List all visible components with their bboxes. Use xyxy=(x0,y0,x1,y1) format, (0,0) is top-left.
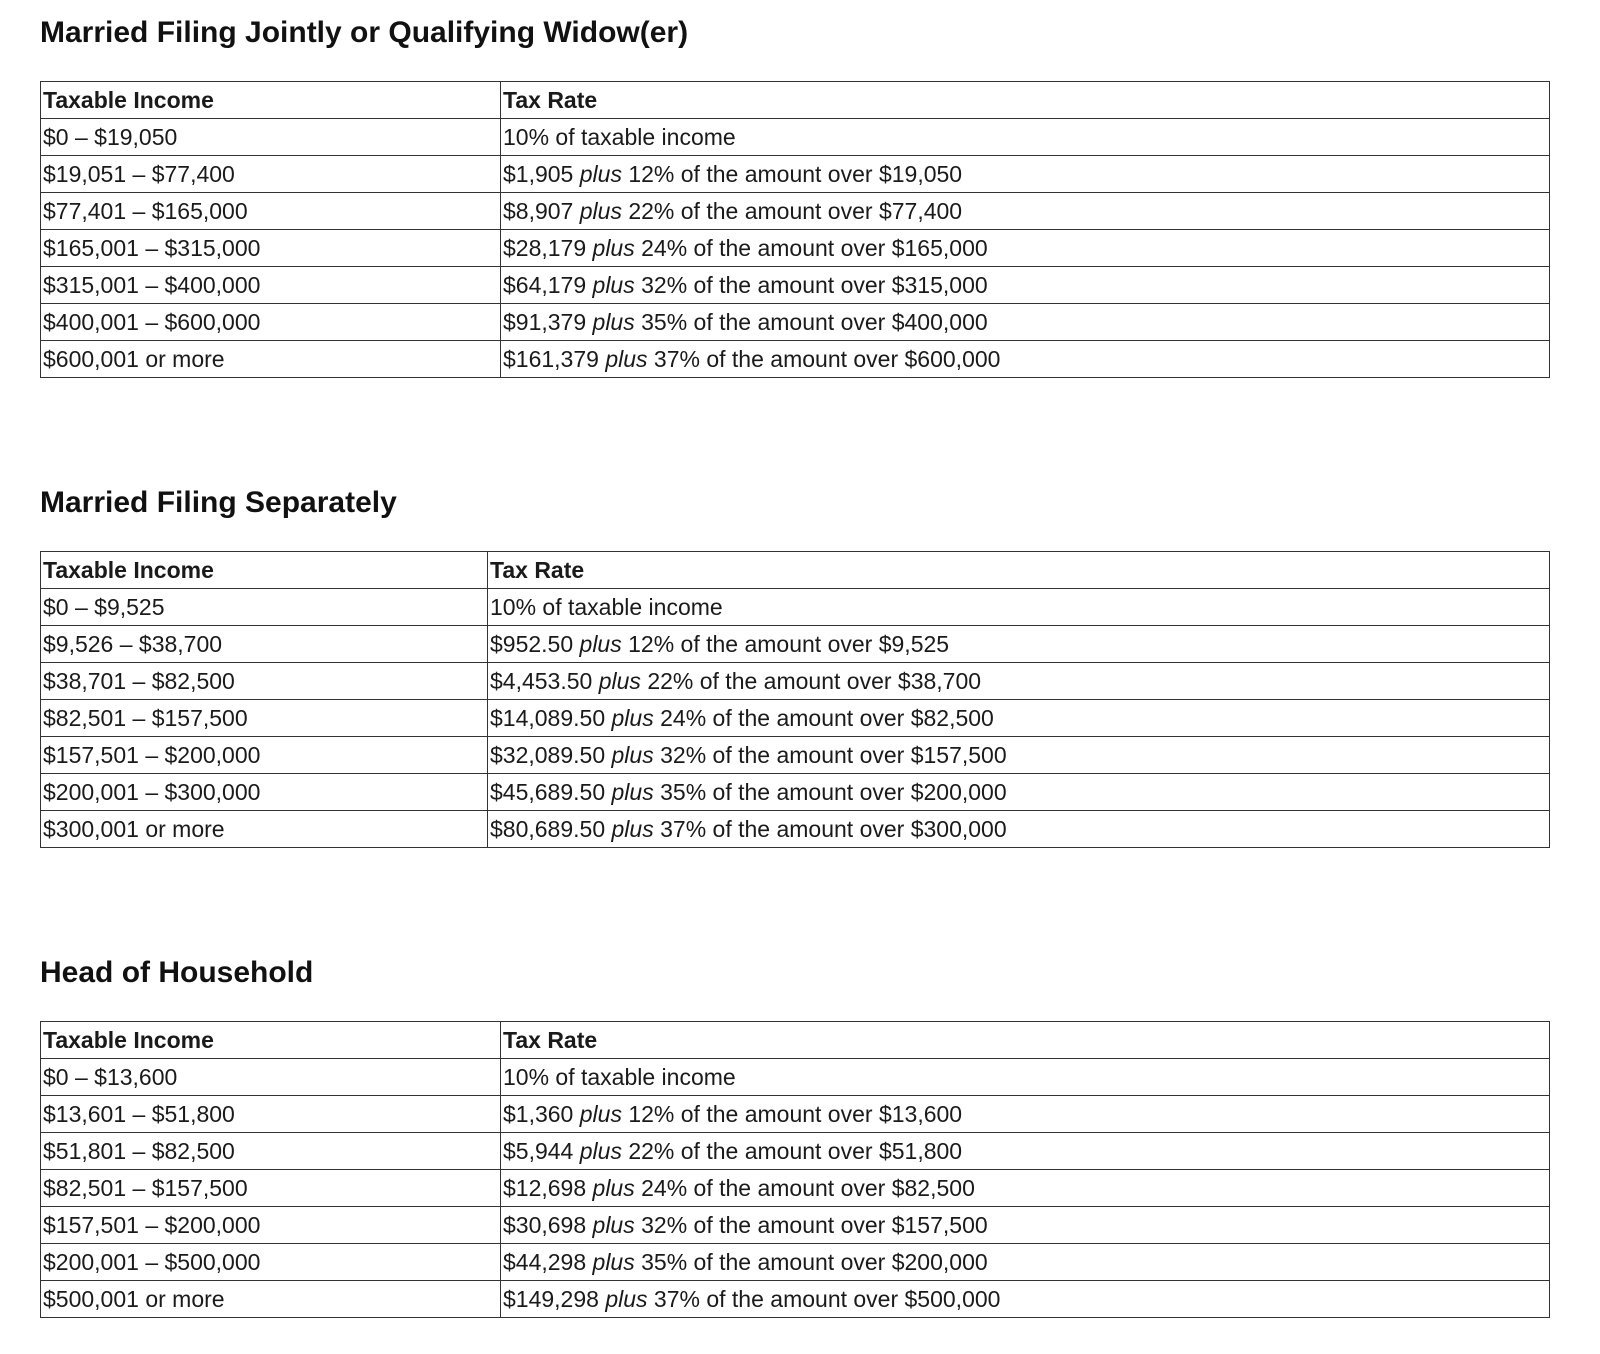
rate-base: $4,453.50 xyxy=(490,668,593,694)
table-row xyxy=(41,119,1550,156)
rate-base: $44,298 xyxy=(503,1249,587,1275)
rate-plus: plus xyxy=(592,272,635,298)
rate-base: $45,689.50 xyxy=(490,779,606,805)
rate-cell xyxy=(501,156,1550,193)
section-head-of-household xyxy=(40,953,1550,1318)
rate-cell xyxy=(488,700,1550,737)
section-married-jointly xyxy=(40,13,1550,378)
rate-rest: 24% of the amount over $165,000 xyxy=(641,235,988,261)
rate-base: $30,698 xyxy=(503,1212,587,1238)
table-row xyxy=(41,1207,1550,1244)
column-header-income: Taxable Income xyxy=(41,552,488,589)
rate-cell xyxy=(501,193,1550,230)
table-row xyxy=(41,341,1550,378)
rate-cell xyxy=(488,737,1550,774)
rate-base: $1,360 xyxy=(503,1101,574,1127)
rate-rest: 22% of the amount over $38,700 xyxy=(647,668,982,694)
table-header-row xyxy=(41,82,1550,119)
income-cell: $315,001 – $400,000 xyxy=(41,267,501,304)
income-cell: $0 – $19,050 xyxy=(41,119,501,156)
table-row xyxy=(41,737,1550,774)
rate-base: $161,379 xyxy=(503,346,599,372)
rate-cell xyxy=(488,589,1550,626)
rate-rest: 12% of the amount over $9,525 xyxy=(628,631,950,657)
rate-plus: plus xyxy=(598,668,641,694)
rate-rest: 37% of the amount over $500,000 xyxy=(653,1286,1001,1312)
rate-plus: plus xyxy=(611,705,654,731)
income-cell: $157,501 – $200,000 xyxy=(41,1207,501,1244)
income-cell: $82,501 – $157,500 xyxy=(41,1170,501,1207)
rate-plus: plus xyxy=(579,1101,622,1127)
column-header-income: Taxable Income xyxy=(41,1022,501,1059)
column-header-rate: Tax Rate xyxy=(488,552,1550,589)
rate-plus: plus xyxy=(605,346,648,372)
rate-base: $64,179 xyxy=(503,272,587,298)
rate-rest: 37% of the amount over $300,000 xyxy=(660,816,1007,842)
rate-plus: plus xyxy=(579,161,622,187)
income-cell: $600,001 or more xyxy=(41,341,501,378)
table-row xyxy=(41,700,1550,737)
rate-cell xyxy=(501,1059,1550,1096)
table-row xyxy=(41,626,1550,663)
column-header-income: Taxable Income xyxy=(41,82,501,119)
income-cell: $19,051 – $77,400 xyxy=(41,156,501,193)
rate-base: $12,698 xyxy=(503,1175,587,1201)
rate-plus: plus xyxy=(605,1286,648,1312)
rate-base: $149,298 xyxy=(503,1286,599,1312)
rate-base: 10% of taxable income xyxy=(503,124,736,150)
column-header-rate: Tax Rate xyxy=(501,82,1550,119)
rate-base: 10% of taxable income xyxy=(490,594,723,620)
table-header-row xyxy=(41,552,1550,589)
table-row xyxy=(41,304,1550,341)
rate-rest: 24% of the amount over $82,500 xyxy=(641,1175,975,1201)
rate-base: $28,179 xyxy=(503,235,587,261)
rate-rest: 12% of the amount over $13,600 xyxy=(628,1101,963,1127)
section-title: Married Filing Separately xyxy=(40,486,397,519)
income-cell: $38,701 – $82,500 xyxy=(41,663,488,700)
rate-cell xyxy=(488,811,1550,848)
rate-base: $14,089.50 xyxy=(490,705,606,731)
rate-cell xyxy=(501,1244,1550,1281)
tax-table xyxy=(40,551,1550,848)
rate-plus: plus xyxy=(611,779,654,805)
rate-plus: plus xyxy=(592,235,635,261)
rate-base: $5,944 xyxy=(503,1138,574,1164)
rate-plus: plus xyxy=(592,1212,635,1238)
income-cell: $13,601 – $51,800 xyxy=(41,1096,501,1133)
income-cell: $300,001 or more xyxy=(41,811,488,848)
rate-plus: plus xyxy=(579,1138,622,1164)
income-cell: $500,001 or more xyxy=(41,1281,501,1318)
section-title: Head of Household xyxy=(40,956,314,989)
column-header-rate: Tax Rate xyxy=(501,1022,1550,1059)
income-cell: $157,501 – $200,000 xyxy=(41,737,488,774)
rate-cell xyxy=(501,1096,1550,1133)
rate-rest: 24% of the amount over $82,500 xyxy=(660,705,994,731)
table-row xyxy=(41,1281,1550,1318)
rate-rest: 35% of the amount over $200,000 xyxy=(641,1249,988,1275)
rate-cell xyxy=(501,267,1550,304)
table-row xyxy=(41,811,1550,848)
rate-plus: plus xyxy=(611,816,654,842)
table-row xyxy=(41,663,1550,700)
rate-cell xyxy=(501,341,1550,378)
rate-rest: 32% of the amount over $157,500 xyxy=(660,742,1007,768)
table-row xyxy=(41,1170,1550,1207)
rate-base: $32,089.50 xyxy=(490,742,606,768)
income-cell: $165,001 – $315,000 xyxy=(41,230,501,267)
table-header-row xyxy=(41,1022,1550,1059)
rate-base: $1,905 xyxy=(503,161,574,187)
rate-plus: plus xyxy=(579,631,622,657)
rate-cell xyxy=(501,304,1550,341)
tax-table xyxy=(40,1021,1550,1318)
rate-rest: 35% of the amount over $200,000 xyxy=(660,779,1007,805)
rate-cell xyxy=(488,663,1550,700)
rate-rest: 12% of the amount over $19,050 xyxy=(628,161,963,187)
rate-rest: 35% of the amount over $400,000 xyxy=(641,309,988,335)
table-row xyxy=(41,589,1550,626)
rate-plus: plus xyxy=(592,309,635,335)
rate-plus: plus xyxy=(579,198,622,224)
rate-cell xyxy=(501,119,1550,156)
table-row xyxy=(41,1244,1550,1281)
income-cell: $0 – $9,525 xyxy=(41,589,488,626)
rate-base: $91,379 xyxy=(503,309,587,335)
rate-plus: plus xyxy=(611,742,654,768)
section-title: Married Filing Jointly or Qualifying Widow(er) xyxy=(40,16,689,49)
rate-rest: 22% of the amount over $77,400 xyxy=(628,198,963,224)
rate-rest: 32% of the amount over $157,500 xyxy=(641,1212,988,1238)
income-cell: $200,001 – $500,000 xyxy=(41,1244,501,1281)
rate-rest: 22% of the amount over $51,800 xyxy=(628,1138,963,1164)
table-row xyxy=(41,1133,1550,1170)
table-row xyxy=(41,1096,1550,1133)
income-cell: $0 – $13,600 xyxy=(41,1059,501,1096)
income-cell: $77,401 – $165,000 xyxy=(41,193,501,230)
rate-cell xyxy=(488,626,1550,663)
rate-base: $952.50 xyxy=(490,631,574,657)
table-row xyxy=(41,193,1550,230)
income-cell: $400,001 – $600,000 xyxy=(41,304,501,341)
income-cell: $200,001 – $300,000 xyxy=(41,774,488,811)
table-row xyxy=(41,156,1550,193)
table-row xyxy=(41,774,1550,811)
rate-rest: 32% of the amount over $315,000 xyxy=(641,272,988,298)
rate-cell xyxy=(501,1281,1550,1318)
tax-table xyxy=(40,81,1550,378)
rate-cell xyxy=(501,230,1550,267)
rate-plus: plus xyxy=(592,1249,635,1275)
table-row xyxy=(41,267,1550,304)
rate-base: 10% of taxable income xyxy=(503,1064,736,1090)
rate-base: $80,689.50 xyxy=(490,816,606,842)
rate-cell xyxy=(488,774,1550,811)
rate-base: $8,907 xyxy=(503,198,574,224)
section-married-separately xyxy=(40,483,1550,848)
rate-cell xyxy=(501,1170,1550,1207)
income-cell: $51,801 – $82,500 xyxy=(41,1133,501,1170)
rate-cell xyxy=(501,1133,1550,1170)
table-row xyxy=(41,230,1550,267)
rate-rest: 37% of the amount over $600,000 xyxy=(653,346,1001,372)
income-cell: $82,501 – $157,500 xyxy=(41,700,488,737)
rate-plus: plus xyxy=(592,1175,635,1201)
rate-cell xyxy=(501,1207,1550,1244)
table-row xyxy=(41,1059,1550,1096)
income-cell: $9,526 – $38,700 xyxy=(41,626,488,663)
